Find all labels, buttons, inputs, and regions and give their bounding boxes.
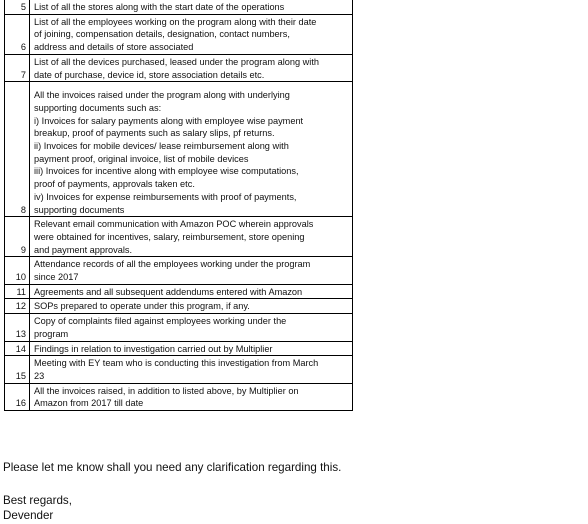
- row-description: [30, 257, 353, 284]
- description-line: program: [34, 328, 69, 339]
- row-number: 6: [5, 14, 30, 54]
- row-number: 12: [5, 299, 30, 314]
- description-line: List of all the employees working on the program along with their date: [34, 16, 317, 27]
- description-line: List of all the stores along with the start date of the operations: [34, 2, 285, 12]
- description-line: i) Invoices for salary payments along with employee wise payment: [34, 115, 304, 126]
- description-line: supporting documents: [34, 204, 125, 215]
- description-line: SOPs prepared to operate under this program, if any.: [34, 301, 250, 312]
- description-line: of joining, compensation details, designation, contact numbers,: [34, 29, 290, 40]
- description-line: and payment approvals.: [34, 244, 133, 255]
- table-row: [5, 54, 353, 81]
- description-line: ii) Invoices for mobile devices/ lease reimbursement along with: [34, 141, 289, 152]
- description-line: address and details of store associated: [34, 42, 194, 53]
- row-description: [30, 299, 353, 314]
- row-description: [30, 217, 353, 257]
- description-line: All the invoices raised, in addition to listed above, by Multiplier on: [34, 385, 299, 396]
- table-row: [5, 0, 353, 14]
- row-description: [30, 314, 353, 341]
- table-row: [5, 356, 353, 383]
- document-table: [4, 0, 353, 411]
- description-line: payment proof, original invoice, list of mobile devices: [34, 153, 249, 164]
- table-row: [5, 82, 353, 217]
- description-line: Relevant email communication with Amazon POC wherein approvals: [34, 219, 314, 230]
- row-number: 11: [5, 284, 30, 299]
- row-number: 7: [5, 54, 30, 81]
- description-line: supporting documents such as:: [34, 102, 162, 113]
- table-row: [5, 217, 353, 257]
- description-line: Meeting with EY team who is conducting this investigation from March: [34, 358, 319, 369]
- table-row: [5, 284, 353, 299]
- description-line: Copy of complaints filed against employees working under the: [34, 316, 287, 327]
- table-row: [5, 14, 353, 54]
- row-number: 5: [5, 0, 30, 14]
- description-line: List of all the devices purchased, leased under the program along with: [34, 56, 319, 67]
- row-number: 10: [5, 257, 30, 284]
- table-row: [5, 299, 353, 314]
- row-description: [30, 341, 353, 356]
- description-line: were obtained for incentives, salary, reimbursement, store opening: [34, 231, 305, 242]
- row-description: [30, 383, 353, 410]
- signature-name: Devender: [3, 509, 54, 522]
- row-description: [30, 0, 353, 14]
- description-line: breakup, proof of payments such as salary slips, pf returns.: [34, 128, 275, 139]
- table-row: [5, 257, 353, 284]
- row-description: [30, 54, 353, 81]
- table-row: [5, 341, 353, 356]
- description-line: date of purchase, device id, store association details etc.: [34, 69, 265, 80]
- table-row: [5, 314, 353, 341]
- row-description: [30, 356, 353, 383]
- description-line: Attendance records of all the employees working under the program: [34, 259, 311, 270]
- row-number: 8: [5, 82, 30, 217]
- description-line: Agreements and all subsequent addendums entered with Amazon: [34, 286, 303, 297]
- description-line: proof of payments, approvals taken etc.: [34, 179, 195, 190]
- description-line: since 2017: [34, 272, 79, 283]
- description-line: All the invoices raised under the program along with underlying: [34, 90, 290, 101]
- row-description: [30, 82, 353, 217]
- table-row: [5, 383, 353, 410]
- description-line: 23: [34, 370, 45, 381]
- description-line: Amazon from 2017 till date: [34, 398, 144, 409]
- closing-regards: Best regards,: [3, 494, 72, 507]
- closing-note: Please let me know shall you need any clarification regarding this.: [3, 461, 342, 474]
- row-number: 14: [5, 341, 30, 356]
- row-number: 13: [5, 314, 30, 341]
- description-line: Findings in relation to investigation carried out by Multiplier: [34, 343, 273, 354]
- row-number: 15: [5, 356, 30, 383]
- description-line: iv) Invoices for expense reimbursements with proof of payments,: [34, 191, 297, 202]
- row-description: [30, 14, 353, 54]
- row-number: 16: [5, 383, 30, 410]
- row-description: [30, 284, 353, 299]
- row-number: 9: [5, 217, 30, 257]
- description-line: iii) Invoices for incentive along with employee wise computations,: [34, 166, 299, 177]
